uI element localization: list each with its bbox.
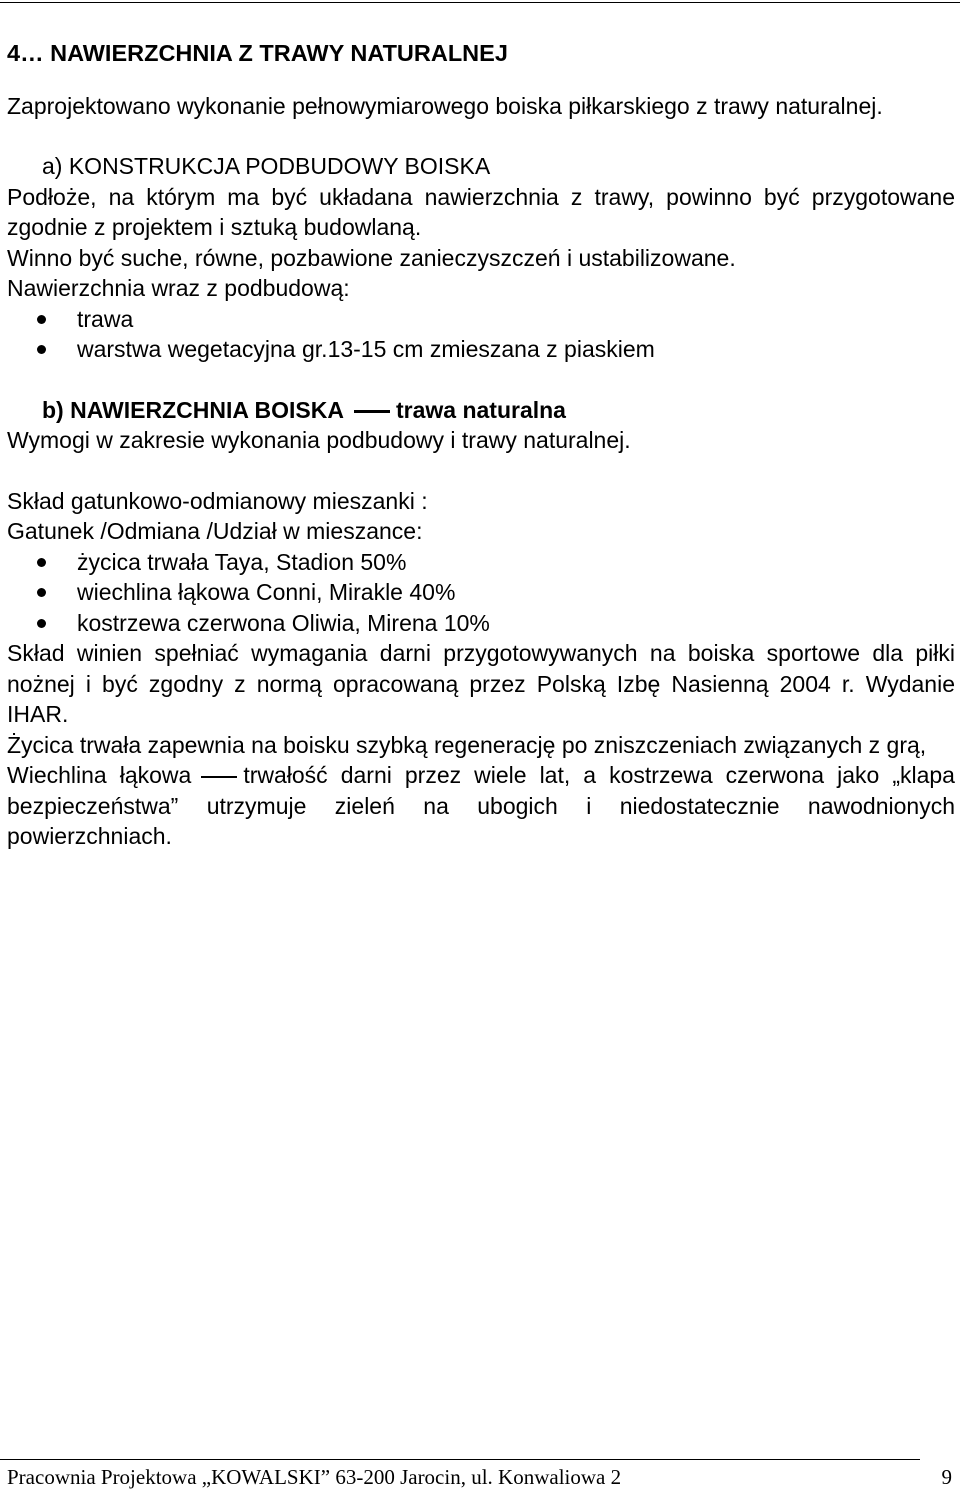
bullet-icon (37, 345, 46, 354)
zycica-paragraph: Życica trwała zapewnia na boisku szybką regenerację po zniszczeniach związanych z grą, (7, 731, 927, 758)
part-a-paragraph-2: Winno być suche, równe, pozbawione zanieczyszczeń i ustabilizowane. (7, 244, 736, 271)
top-rule (0, 2, 960, 3)
bullet-icon (37, 558, 46, 567)
bullet-icon (37, 619, 46, 628)
document-body (7, 38, 955, 852)
spacer (7, 365, 955, 395)
species-label: Gatunek /Odmiana /Udział w mieszance: (7, 518, 423, 544)
section-title: 4… NAWIERZCHNIA Z TRAWY NATURALNEJ (7, 40, 508, 66)
footer-rule (0, 1459, 920, 1460)
list-item: warstwa wegetacyjna gr.13-15 cm zmieszana z piaskiem (7, 334, 955, 365)
part-a-heading: a) KONSTRUKCJA PODBUDOWY BOISKA (42, 153, 491, 179)
dash-glyph (354, 410, 390, 413)
mixture-list (7, 547, 955, 639)
dash-glyph (201, 776, 237, 779)
part-a-paragraph-3: Nawierzchnia wraz z podbudową: (7, 275, 350, 301)
part-b-requirements: Wymogi w zakresie wykonania podbudowy i trawy naturalnej. (7, 427, 631, 453)
composition-label: Skład gatunkowo-odmianowy mieszanki : (7, 487, 428, 514)
spacer (7, 121, 955, 151)
bullet-icon (37, 588, 46, 597)
part-b-heading: b) NAWIERZCHNIA BOISKA trawa naturalna (42, 396, 566, 423)
norm-paragraph: Skład winien spełniać wymagania darni przygotowywanych na boiska sportowe dla piłki nożnej i być zgodny z normą opracowaną przez Polską Izbę Nasienną 2004 r. Wydanie IHAR. (7, 640, 955, 727)
footer-text: Pracownia Projektowa „KOWALSKI” 63-200 Jarocin, ul. Konwaliowa 2 (7, 1465, 622, 1489)
layers-list (7, 304, 955, 365)
page-number: 9 (941, 1465, 952, 1489)
part-a-paragraph-1: Podłoże, na którym ma być układana nawierzchnia z trawy, powinno być przygotowane zgodnie z projektem i sztuką budowlaną. (7, 183, 955, 240)
list-item: wiechlina łąkowa Conni, Mirakle 40% (7, 577, 955, 608)
list-item: życica trwała Taya, Stadion 50% (7, 547, 955, 578)
intro-paragraph: Zaprojektowano wykonanie pełnowymiarowego boiska piłkarskiego z trawy naturalnej. (7, 92, 883, 119)
bullet-icon (37, 315, 46, 324)
list-item: trawa (7, 304, 955, 335)
spacer (7, 456, 955, 486)
list-item: kostrzewa czerwona Oliwia, Mirena 10% (7, 608, 955, 639)
wiechlina-paragraph: Wiechlina łąkowa trwałość darni przez wiele lat, a kostrzewa czerwona jako „klapa bezpieczeństwa” utrzymuje zieleń na ubogich i niedostatecznie nawodnionych powierzchniach. (7, 762, 955, 849)
